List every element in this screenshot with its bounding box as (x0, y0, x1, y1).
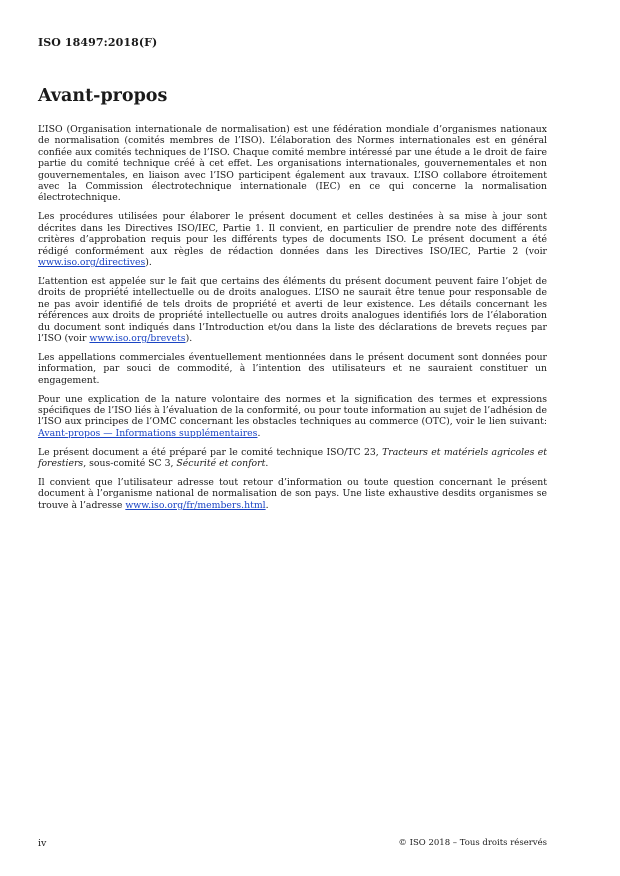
paragraph-text: Le présent document a été préparé par le comité technique ISO/TC 23, (38, 446, 383, 458)
subcommittee-title: Sécurité et confort (176, 458, 266, 470)
copyright-notice: © ISO 2018 – Tous droits réservés (398, 838, 547, 848)
paragraph-text: Il convient que l’utilisateur adresse tout retour d’information ou toute question concernant le présent document à l’organisme national de normalisation de son pays. Une liste exhaustive desdits organismes se trouve à l’adresse (38, 476, 547, 511)
paragraph-text: L’attention est appelée sur le fait que certains des éléments du présent document peuvent faire l’objet de droits de propriété intellectuelle ou de droits analogues. L’ISO ne saurait être tenue pour responsable de ne pas avoir identifié de tels droits de propriété et averti de leur existence. Les détails concernant les références aux droits de propriété intellectuelle ou autres droits analogues identifiés lors de l’élaboration du document sont indiqués dans l’Introduction et/ou dans la liste des déclarations de brevets reçues par l’ISO (voir (38, 275, 547, 344)
supplementary-info-link[interactable]: Avant-propos — Informations supplémentaires (38, 427, 258, 439)
paragraph-text-end: ). (185, 332, 193, 344)
paragraph-trade-names: Les appellations commerciales éventuellement mentionnées dans le présent document sont données pour information, par souci de commodité, à l’intention des utilisateurs et ne sauraient constituer un engagement. (38, 351, 547, 386)
page-number: iv (38, 838, 47, 849)
foreword-body (38, 124, 547, 519)
committee-title: Tracteurs et matériels agricoles et forestiers (38, 446, 547, 470)
directives-link[interactable]: www.iso.org/directives (38, 256, 146, 268)
paragraph-procedures (38, 211, 547, 268)
patents-link[interactable]: www.iso.org/brevets (89, 332, 186, 344)
paragraph-iso-intro: L’ISO (Organisation internationale de normalisation) est une fédération mondiale d’organismes nationaux de normalisation (comités membres de l’ISO). L’élaboration des Normes internationales est en général confiée aux comités techniques de l’ISO. Chaque comité membre intéressé par une étude a le droit de faire partie du comité technique créé à cet effet. Les organisations internationales, gouvernementales et non gouvernementales, en liaison avec l’ISO participent également aux travaux. L’ISO collabore étroitement avec la Commission électrotechnique internationale (IEC) en ce qui concerne la normalisation électrotechnique. (38, 124, 547, 204)
paragraph-text-mid: , sous-comité SC 3, (83, 458, 177, 470)
document-identifier: ISO 18497:2018(F) (38, 36, 158, 49)
paragraph-feedback (38, 477, 547, 511)
paragraph-text-end: . (265, 458, 269, 470)
page-title: Avant-propos (38, 86, 168, 106)
members-link[interactable]: www.iso.org/fr/members.html (125, 499, 266, 511)
paragraph-text-end: . (265, 499, 269, 511)
paragraph-text: Pour une explication de la nature volontaire des normes et la signification des termes et expressions spécifiques de l’ISO liés à l’évaluation de la conformité, ou pour toute information au sujet de l’adhésion de l’ISO aux principes de l’OMC concernant les obstacles techniques au commerce (OTC), voir le lien suivant: (38, 393, 547, 428)
paragraph-voluntary-nature (38, 394, 547, 440)
paragraph-text-end: . (257, 427, 261, 439)
paragraph-committee (38, 447, 547, 470)
paragraph-text: Les procédures utilisées pour élaborer le présent document et celles destinées à sa mise à jour sont décrites dans les Directives ISO/IEC, Partie 1. Il convient, en particulier de prendre note des différents critères d’approbation requis pour les différents types de documents ISO. Le présent document a été rédigé conformément aux règles de rédaction données dans les Directives ISO/IEC, Partie 2 (voir (38, 211, 547, 257)
paragraph-patents (38, 276, 547, 344)
paragraph-text-end: ). (145, 256, 152, 268)
